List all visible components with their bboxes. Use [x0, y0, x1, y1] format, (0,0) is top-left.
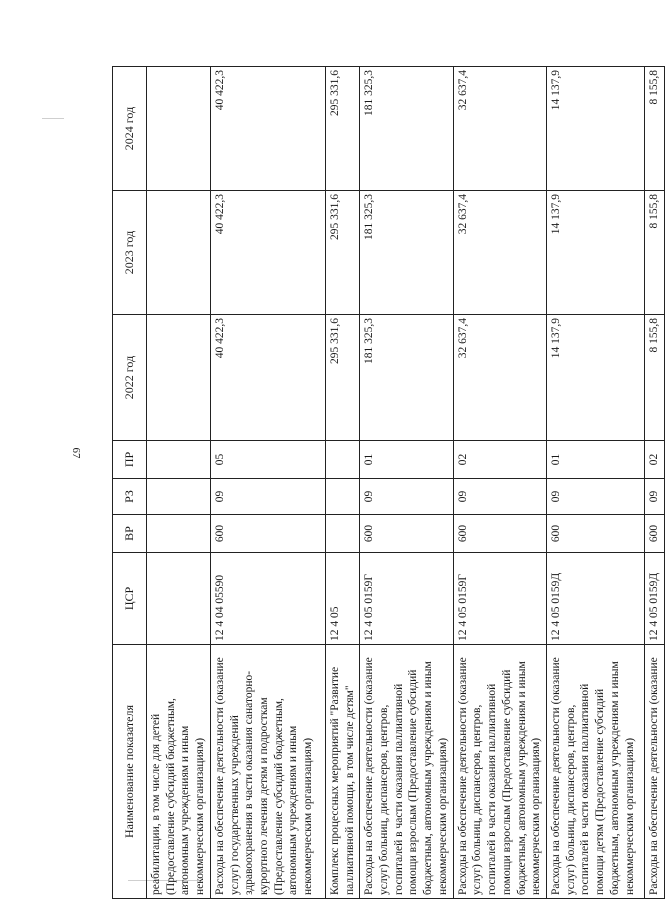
table-row: [360, 67, 453, 899]
cell-csr: 12 4 05 0159Г: [453, 553, 546, 645]
cell-2023: [147, 191, 211, 315]
table-row: [325, 67, 359, 899]
cell-vr: [147, 515, 211, 553]
header-rz: РЗ: [113, 479, 147, 515]
cell-vr: 600: [453, 515, 546, 553]
header-pr: ПР: [113, 441, 147, 479]
cell-name: Комплекс процессных мероприятий "Развитие паллиативной помощи, в том числе детям": [325, 645, 359, 899]
cell-csr: 12 4 05: [325, 553, 359, 645]
table-row: [453, 67, 546, 899]
cell-csr: 12 4 05 0159Д: [546, 553, 644, 645]
cell-rz: 09: [360, 479, 453, 515]
header-2022: 2022 год: [113, 315, 147, 441]
cell-rz: 09: [546, 479, 644, 515]
cell-rz: [325, 479, 359, 515]
table-header-row: [113, 67, 147, 899]
cell-rz: [147, 479, 211, 515]
cell-2022: 32 637,4: [453, 315, 546, 441]
header-2023: 2023 год: [113, 191, 147, 315]
budget-table: [112, 66, 665, 899]
cell-vr: 600: [546, 515, 644, 553]
cell-2023: 295 331,6: [325, 191, 359, 315]
cell-2024: 295 331,6: [325, 67, 359, 191]
cell-pr: [147, 441, 211, 479]
cell-2023: 14 137,9: [546, 191, 644, 315]
cell-2024: 14 137,9: [546, 67, 644, 191]
cell-vr: 600: [644, 515, 664, 553]
cell-csr: [147, 553, 211, 645]
header-indicator-name: Наименование показателя: [113, 645, 147, 899]
cell-name: Расходы на обеспечение деятельности (оказание услуг) больниц, диспансеров, центров, госпиталей в части оказания паллиативной помощи взрослым (Предоставление субсидий бюджетным, автономным учреждениям и иным некоммерческим организациям): [360, 645, 453, 899]
cell-name: реабилитации, в том числе для детей (Предоставление субсидий бюджетным, автономным учреждениям и иным некоммерческим организациям): [147, 645, 211, 899]
cell-2024: [147, 67, 211, 191]
cell-rz: 09: [210, 479, 325, 515]
cell-2022: [147, 315, 211, 441]
cell-pr: [325, 441, 359, 479]
cell-pr: 01: [546, 441, 644, 479]
cell-2024: 32 637,4: [453, 67, 546, 191]
cell-2023: 8 155,8: [644, 191, 664, 315]
header-2024: 2024 год: [113, 67, 147, 191]
cell-vr: [325, 515, 359, 553]
scan-mark-top: [42, 118, 64, 119]
cell-pr: 02: [453, 441, 546, 479]
cell-2022: 295 331,6: [325, 315, 359, 441]
table-row: [644, 67, 664, 899]
table-row: [210, 67, 325, 899]
cell-2022: 8 155,8: [644, 315, 664, 441]
cell-csr: 12 4 05 0159Г: [360, 553, 453, 645]
page-number: 67: [70, 447, 82, 459]
cell-2022: 40 422,3: [210, 315, 325, 441]
cell-name: Расходы на обеспечение деятельности (оказание услуг) государственных учреждений здравоохранения в части оказания санаторно-курортного лечения детям и подросткам (Предоставление субсидий бюджетным, автономным учреждениям и иным некоммерческим организациям): [210, 645, 325, 899]
cell-rz: 09: [644, 479, 664, 515]
table-row: [546, 67, 644, 899]
cell-vr: 600: [210, 515, 325, 553]
cell-2022: 14 137,9: [546, 315, 644, 441]
cell-csr: 12 4 04 05590: [210, 553, 325, 645]
cell-2024: 8 155,8: [644, 67, 664, 191]
cell-pr: 02: [644, 441, 664, 479]
table-row: [147, 67, 211, 899]
cell-name: Расходы на обеспечение деятельности (оказание: [644, 645, 664, 899]
cell-name: Расходы на обеспечение деятельности (оказание услуг) больниц, диспансеров, центров, госпиталей в части оказания паллиативной помощи детям (Предоставление субсидий бюджетным, автономным учреждениям и иным некоммерческим организациям): [546, 645, 644, 899]
header-csr: ЦСР: [113, 553, 147, 645]
cell-rz: 09: [453, 479, 546, 515]
cell-2023: 181 325,3: [360, 191, 453, 315]
cell-vr: 600: [360, 515, 453, 553]
cell-2023: 32 637,4: [453, 191, 546, 315]
cell-2024: 40 422,3: [210, 67, 325, 191]
header-vr: ВР: [113, 515, 147, 553]
cell-name: Расходы на обеспечение деятельности (оказание услуг) больниц, диспансеров, центров, госпиталей в части оказания паллиативной помощи взрослым (Предоставление субсидий бюджетным, автономным учреждениям и иным некоммерческим организациям): [453, 645, 546, 899]
cell-pr: 01: [360, 441, 453, 479]
cell-2023: 40 422,3: [210, 191, 325, 315]
cell-csr: 12 4 05 0159Д: [644, 553, 664, 645]
cell-2022: 181 325,3: [360, 315, 453, 441]
cell-pr: 05: [210, 441, 325, 479]
rotated-table-container: [112, 67, 660, 899]
cell-2024: 181 325,3: [360, 67, 453, 191]
